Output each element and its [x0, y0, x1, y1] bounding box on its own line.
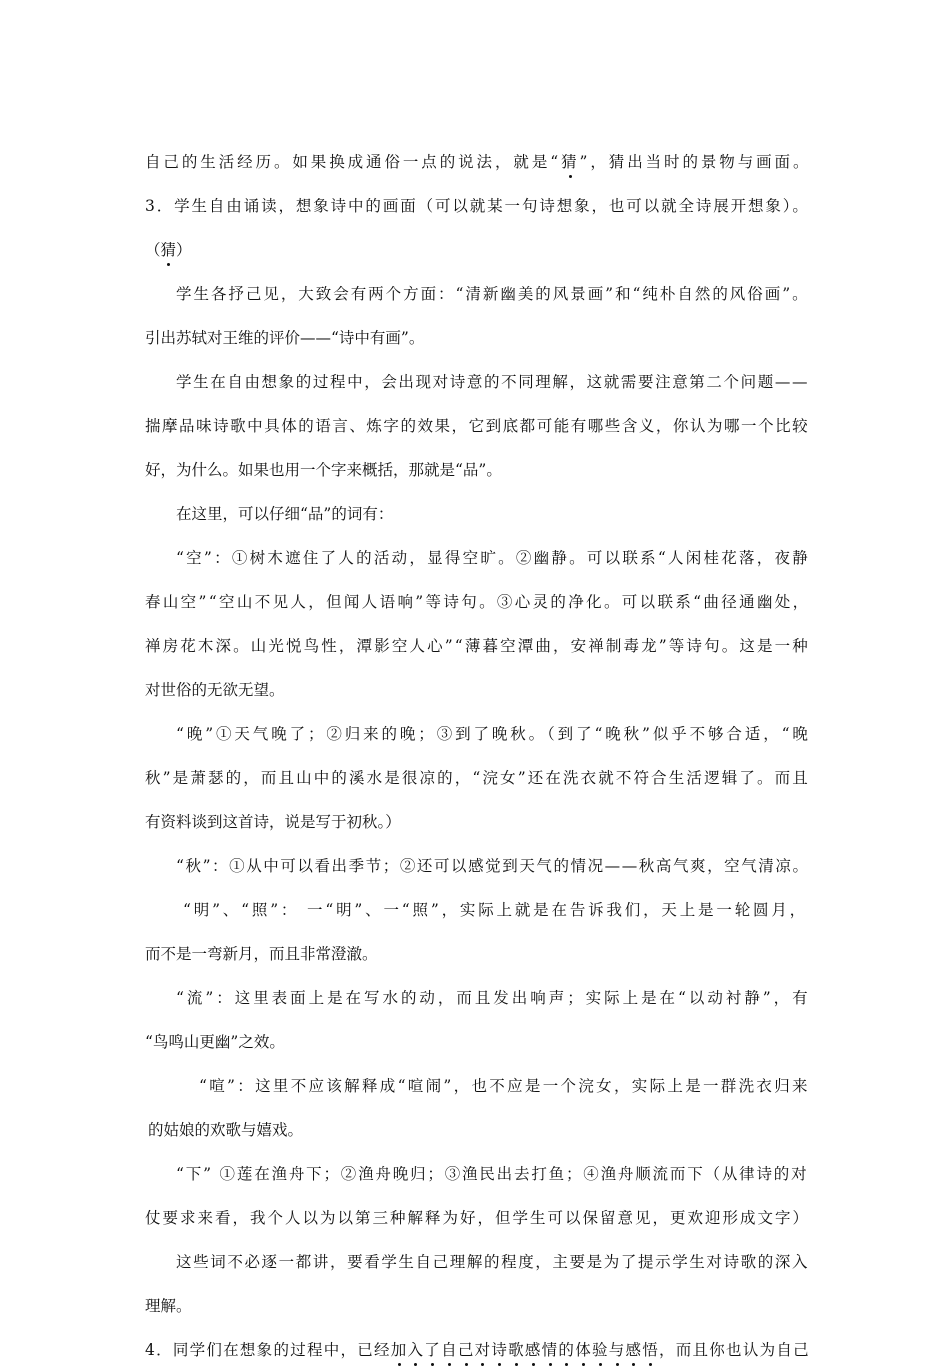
text-line-18: “明”、“照”： 一“明”、一“照”，实际上就是在告诉我们，天上是一轮圆月，	[183, 901, 808, 919]
emphasis-char: 情	[541, 1341, 559, 1359]
text-line-28: 4．同学们在想象的过程中，已经加入了自己对诗歌感情的体验与感悟，而且你也认为自己	[145, 1341, 810, 1359]
text-line-17: “秋”：①从中可以看出季节；②还可以感觉到天气的情况——秋高气爽，空气清凉。	[176, 857, 810, 875]
emphasis-char: 入	[407, 1341, 425, 1359]
emphasis-char: 与	[608, 1341, 626, 1359]
emphasis-char: 了	[424, 1341, 442, 1359]
text-line-15: 秋”是萧瑟的，而且山中的溪水是很凉的，“浣女”还在洗衣就不符合生活逻辑了。而且	[145, 769, 810, 787]
text-line-12: 禅房花木深。山光悦鸟性，潭影空人心”“薄暮空潭曲，安禅制毒龙”等诗句。这是一种	[145, 637, 810, 655]
text-line-20: “流”：这里表面上是在写水的动，而且发出响声；实际上是在“以动衬静”，有	[176, 989, 811, 1007]
text-line-14: “晚”①天气晚了；②归来的晚；③到了晚秋。（到了“晚秋”似乎不够合适，“晚	[176, 725, 811, 743]
text-line-19: 而不是一弯新月，而且非常澄澈。	[145, 945, 378, 963]
text-line-1: 自己的生活经历。如果换成通俗一点的说法，就是“猜”，猜出当时的景物与画面。	[145, 153, 812, 171]
text-line-9: 在这里，可以仔细“品”的词有：	[176, 505, 394, 523]
emphasis-char: 的	[558, 1341, 576, 1359]
text-line-6: 学生在自由想象的过程中，会出现对诗意的不同理解，这就需要注意第二个问题——	[176, 373, 810, 391]
emphasis-char: 猜	[561, 153, 580, 171]
emphasis-char: 感	[625, 1341, 643, 1359]
emphasis-char: 诗	[491, 1341, 509, 1359]
emphasis-char: 体	[575, 1341, 592, 1359]
text-line-7: 揣摩品味诗歌中具体的语言、炼字的效果，它到底都可能有哪些含义，你认为哪一个比较	[145, 417, 810, 435]
text-line-24: “下” ①莲在渔舟下；②渔舟晚归；③渔民出去打鱼；④渔舟顺流而下（从律诗的对	[176, 1165, 809, 1183]
text-line-16: 有资料谈到这首诗，说是写于初秋。）	[145, 813, 401, 831]
emphasis-char: 对	[474, 1341, 492, 1359]
emphasis-char: 己	[457, 1341, 475, 1359]
text-line-22: “喧”：这里不应该解释成“喧闹”，也不应是一个浣女，实际上是一群洗衣归来	[199, 1077, 810, 1095]
text-line-21: “鸟鸣山更幽”之效。	[145, 1033, 285, 1051]
text-line-2: 3．学生自由诵读，想象诗中的画面（可以就某一句诗想象，也可以就全诗展开想象）。	[145, 197, 810, 215]
text-line-25: 仗要求来看，我个人以为以第三种解释为好，但学生可以保留意见，更欢迎形成文字）	[145, 1209, 811, 1227]
text-line-8: 好，为什么。如果也用一个字来概括，那就是“品”。	[145, 461, 502, 479]
emphasis-char: 歌	[508, 1341, 525, 1359]
emphasis-char: 猜	[160, 241, 177, 259]
text-line-3: （猜）	[145, 241, 192, 259]
emphasis-char: 感	[524, 1341, 542, 1359]
text-line-13: 对世俗的无欲无望。	[145, 681, 285, 699]
text-line-5: 引出苏轼对王维的评价——“诗中有画”。	[145, 329, 425, 347]
emphasis-char: 验	[591, 1341, 609, 1359]
text-line-27: 理解。	[145, 1297, 192, 1315]
text-line-10: “空”：①树木遮住了人的活动，显得空旷。②幽静。可以联系“人闲桂花落，夜静	[176, 549, 811, 567]
text-line-26: 这些词不必逐一都讲，要看学生自己理解的程度，主要是为了提示学生对诗歌的深入	[176, 1253, 810, 1271]
emphasis-char: 悟	[642, 1341, 660, 1359]
text-line-11: 春山空”“空山不见人，但闻人语响”等诗句。③心灵的净化。可以联系“曲径通幽处，	[145, 593, 811, 611]
text-line-23: 的姑娘的欢歌与嬉戏。	[148, 1121, 304, 1139]
emphasis-char: 自	[441, 1341, 458, 1359]
emphasis-char: 加	[390, 1341, 408, 1359]
text-line-4: 学生各抒己见，大致会有两个方面：“清新幽美的风景画”和“纯朴自然的风俗画”。	[176, 285, 810, 303]
